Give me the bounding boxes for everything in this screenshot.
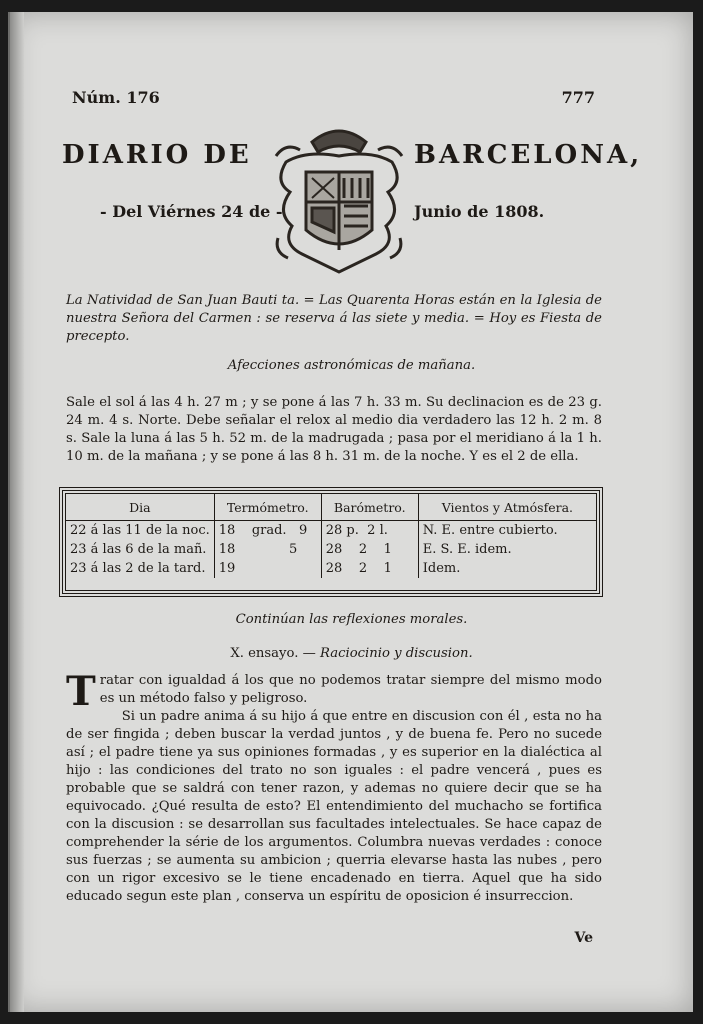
drop-cap: T xyxy=(66,668,96,715)
cell-barometer: 28 2 1 xyxy=(321,540,418,559)
col-header-thermometer: Termómetro. xyxy=(214,494,321,521)
cell-thermometer: 18 5 xyxy=(214,540,321,559)
essay-dash: — xyxy=(302,646,316,661)
astronomical-text: Sale el sol á las 4 h. 27 m ; y se pone á las 7 h. 33 m. Su declinacion es de 23 g. 24 m. 4 s. Norte. Debe señalar el relox al medio dia verdadero las 12 h. 2 m. 8 s. Sale la luna á las 5 h. 52 m. de la madrugada ; pasa por el meridiano á la 1 h. 10 m. de la mañana ; y se pone á las 8 h. 31 m. de la noche. Y es el 2 de ella. xyxy=(66,395,602,464)
essay-title xyxy=(10,646,693,661)
cell-barometer: 28 p. 2 l. xyxy=(321,521,418,541)
col-header-winds: Vientos y Atmósfera. xyxy=(418,494,596,521)
binding-gutter xyxy=(10,12,24,1012)
cell-winds: N. E. entre cubierto. xyxy=(418,521,596,541)
cell-day: 23 á las 6 de la mañ. xyxy=(70,542,207,557)
page-number: 777 xyxy=(561,88,595,107)
cell-day: 23 á las 2 de la tard. xyxy=(70,561,206,576)
continuation-heading: Continúan las reflexiones morales. xyxy=(235,612,468,627)
weather-table xyxy=(62,490,600,594)
cell-barometer: 28 2 1 xyxy=(321,559,418,578)
essay-subject: Raciocinio y discusion. xyxy=(320,646,473,661)
cell-winds: Idem. xyxy=(418,559,596,578)
cell-thermometer: 18 grad. 9 xyxy=(214,521,321,541)
essay-body xyxy=(66,668,602,906)
newspaper-page xyxy=(8,12,693,1012)
astronomical-heading: Afecciones astronómicas de mañana. xyxy=(227,358,476,373)
essay-number: X. ensayo. xyxy=(230,646,299,661)
masthead-left: DIARIO DE xyxy=(62,140,252,170)
coat-of-arms-emblem xyxy=(272,122,406,276)
paragraph-1: ratar con igualdad á los que no podemos tratar siempre del mismo modo es un método falso y peligroso. xyxy=(99,673,602,706)
date-left-text: Del Viérnes 24 de xyxy=(112,202,271,221)
cell-day: 22 á las 11 de la noc. xyxy=(70,523,210,538)
table-row xyxy=(66,559,596,578)
table-row xyxy=(66,540,596,559)
col-header-day: Dia xyxy=(66,494,214,521)
masthead-right: BARCELONA, xyxy=(414,140,643,170)
religious-notice: La Natividad de San Juan Bauti ta. = Las Quarenta Horas están en la Iglesia de nuestra Señora del Carmen : se reserva á las siete y media. = Hoy es Fiesta de precepto. xyxy=(66,293,602,344)
issue-number: Núm. 176 xyxy=(72,88,160,107)
catchword: Ve xyxy=(574,930,593,946)
paragraph-2: Si un padre anima á su hijo á que entre en discusion con él , esta no ha de ser fingida ; deben buscar la verdad juntos , y de buena fe. Pero no sucede así ; el padre tiene ya sus opiniones formadas , y es superior en la dialéctica al hijo : las condiciones del trato no son iguales : el padre vencerá , pues es probable que se saldrá con tener razon, y ademas no quiere decir que se ha equivocado. ¿Qué resulta de esto? El entendimiento del muchacho se fortifica con la discusion : se desarrollan sus facultades intelectuales. Se hace capaz de comprehender la série de los argumentos. Columbra nuevas verdades : conoce sus fuerzas ; se aumenta su ambicion ; querria elevarse hasta las nubes , pero con un rigor excesivo se le tiene encadenado en tierra. Aquel que ha sido educado segun este plan , conserva un espíritu de oposicion é insurreccion. xyxy=(66,709,602,904)
cell-winds: E. S. E. idem. xyxy=(418,540,596,559)
date-left: - Del Viérnes 24 de - xyxy=(100,202,283,221)
col-header-barometer: Barómetro. xyxy=(321,494,418,521)
table-row xyxy=(66,521,596,541)
cell-thermometer: 19 xyxy=(214,559,321,578)
date-right: Junio de 1808. xyxy=(414,202,545,221)
